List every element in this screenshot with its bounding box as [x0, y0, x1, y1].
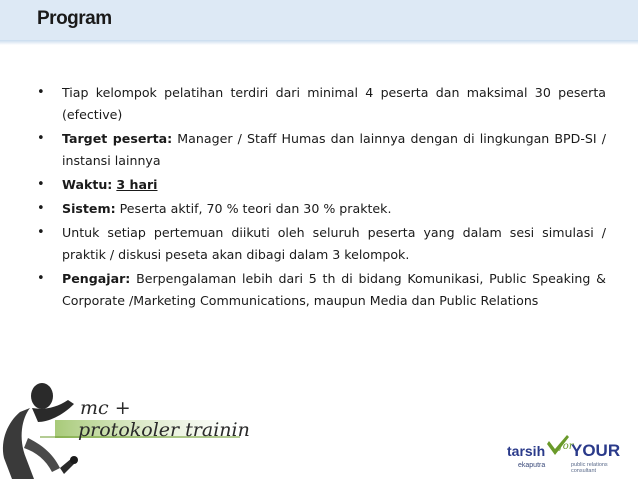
- list-item: [37, 222, 606, 266]
- item-text: Tiap kelompok pelatihan terdiri dari minimal 4 peserta dan maksimal 30 peserta (efective): [62, 85, 606, 122]
- company-logo: [505, 435, 630, 475]
- item-text: Peserta aktif, 70 % teori dan 30 % praktek.: [115, 201, 392, 216]
- brand-tagline: public relations consultant: [571, 462, 608, 474]
- item-text: Berpengalaman lebih dari 5 th di bidang Komunikasi, Public Speaking & Corporate /Marketing Communications, maupun Media dan Public Relations: [62, 271, 606, 308]
- list-item: [37, 268, 606, 312]
- list-item: [37, 82, 606, 126]
- bullet-icon: •: [37, 225, 45, 240]
- item-label: Waktu:: [62, 177, 113, 192]
- title-divider: [0, 40, 638, 45]
- logo-line-2: protokoler training: [78, 419, 250, 441]
- list-item: [37, 198, 606, 220]
- item-label: Target peserta:: [62, 131, 173, 146]
- bullet-list: [37, 82, 606, 314]
- logo-line-1: mc +: [80, 397, 131, 419]
- item-text: 3 hari: [116, 177, 158, 192]
- list-item: [37, 128, 606, 172]
- brand-for: for: [559, 441, 574, 452]
- item-label: Sistem:: [62, 201, 116, 216]
- brand-your: YOUR: [571, 441, 621, 460]
- speaker-silhouette-icon: [0, 378, 250, 479]
- brand-name: tarsih: [507, 443, 546, 459]
- training-logo: [0, 378, 250, 479]
- bullet-icon: •: [37, 201, 45, 216]
- bullet-icon: •: [37, 271, 45, 286]
- item-text: Manager / Staff Humas dan lainnya dengan di lingkungan BPD-SI / instansi lainnya: [62, 131, 606, 168]
- bullet-icon: •: [37, 85, 45, 100]
- slide-title: Program: [37, 8, 112, 29]
- list-item: [37, 174, 606, 196]
- bullet-icon: •: [37, 177, 45, 192]
- bullet-icon: •: [37, 131, 45, 146]
- item-label: Pengajar:: [62, 271, 131, 286]
- item-text: Untuk setiap pertemuan diikuti oleh seluruh peserta yang dalam sesi simulasi / praktik / diskusi peseta akan dibagi dalam 3 kelompok.: [62, 225, 606, 262]
- brand-sub: ekaputra: [518, 462, 546, 469]
